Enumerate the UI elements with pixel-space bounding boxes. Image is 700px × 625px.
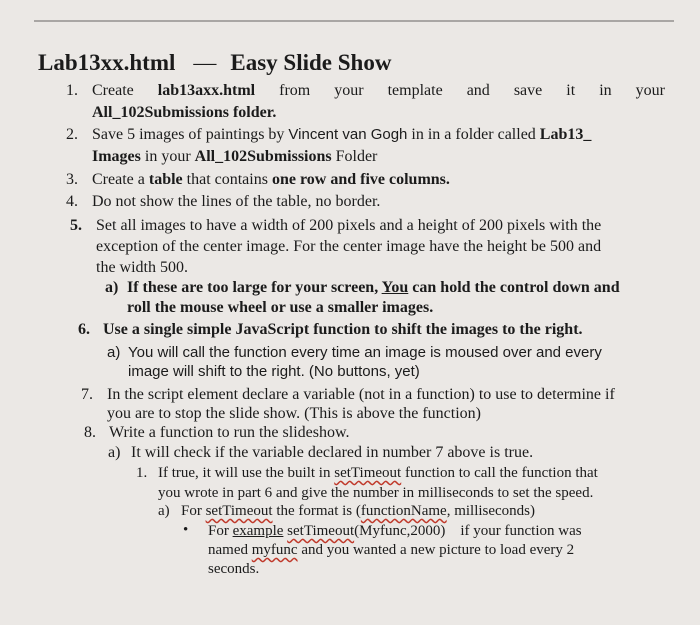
item-7-number: 7. xyxy=(81,386,93,403)
item-5a-part: can hold the control down and xyxy=(408,279,620,296)
item-6-number: 6. xyxy=(78,321,90,338)
bullet-line-1 xyxy=(208,522,582,540)
item-8-number: 8. xyxy=(84,424,96,441)
bullet-settimeout: setTimeout xyxy=(287,523,355,539)
item-8a-label: a) xyxy=(108,444,121,461)
item-5a-line-1 xyxy=(127,279,620,297)
item-8a1a-functionname: functionName xyxy=(360,503,447,519)
item-1-word: from xyxy=(279,82,311,99)
item-2-folder: Lab13_ xyxy=(539,126,592,143)
item-8a1-line-1 xyxy=(158,464,598,482)
item-1-line-1 xyxy=(92,82,665,100)
bullet-part: and you wanted a new picture to load every 2 xyxy=(297,542,575,558)
title-filename: Lab13xx.html xyxy=(38,50,176,75)
item-8a1a-settimeout: setTimeout xyxy=(205,503,273,519)
item-2-text: Save 5 images of paintings by xyxy=(92,126,289,143)
item-7-line-2: you are to stop the slide show. (This is above the function) xyxy=(107,405,481,422)
item-8a1a-part: For xyxy=(181,503,206,519)
item-8a1-line-2: you wrote in part 6 and give the number in milliseconds to set the speed. xyxy=(158,485,594,501)
item-8a1a-label: a) xyxy=(158,503,170,519)
item-2-text: Folder xyxy=(331,148,378,165)
item-6a-line-2: image will shift to the right. (No buttons, yet) xyxy=(128,363,420,380)
item-3-table: table xyxy=(148,171,183,188)
item-1-word: in xyxy=(599,82,612,99)
item-8a1-settimeout: setTimeout xyxy=(334,465,402,481)
item-2-text: in in a folder called xyxy=(407,126,540,143)
item-8a1-part: If true, it will use the built in xyxy=(158,465,335,481)
item-8a1-number: 1. xyxy=(136,465,148,481)
item-1-word: Create xyxy=(92,82,134,99)
page-title xyxy=(38,50,391,76)
item-6a-label: a) xyxy=(107,344,121,361)
title-dash: — xyxy=(193,50,217,75)
item-2-number: 2. xyxy=(66,126,78,143)
item-8a1a-part: , milliseconds) xyxy=(446,503,536,519)
item-4-text: Do not show the lines of the table, no border. xyxy=(92,193,381,210)
item-3-number: 3. xyxy=(66,171,78,188)
item-1-word: and xyxy=(466,82,490,99)
item-5-line-2: exception of the center image. For the center image have the height be 500 and xyxy=(96,238,602,255)
item-1-word: your xyxy=(334,82,364,99)
item-4-number: 4. xyxy=(66,193,78,210)
item-1-line-2: All_102Submissions folder. xyxy=(92,104,277,121)
item-1-number: 1. xyxy=(66,82,78,99)
item-5-line-3: the width 500. xyxy=(96,259,188,276)
item-8a-text: It will check if the variable declared in number 7 above is true. xyxy=(131,444,534,461)
item-6a-line-1: You will call the function every time an image is moused over and every xyxy=(128,344,602,361)
item-6-text: Use a single simple JavaScript function to shift the images to the right. xyxy=(103,321,583,338)
bullet-line-2 xyxy=(208,541,574,559)
item-3-text xyxy=(92,171,450,189)
top-rule xyxy=(34,20,674,22)
item-5-number: 5. xyxy=(70,217,82,234)
item-5-line-1: Set all images to have a width of 200 pixels and a height of 200 pixels with the xyxy=(96,217,602,234)
item-5a-part: If these are too large for your screen, xyxy=(127,279,382,296)
item-8a1a-text xyxy=(181,502,535,520)
item-3-part: that contains xyxy=(182,171,272,188)
item-8-text: Write a function to run the slideshow. xyxy=(109,424,350,441)
item-8a1a-part: the format is ( xyxy=(272,503,361,519)
bullet-part: (Myfunc,2000) if your function was xyxy=(354,523,582,539)
item-2-artist: Vincent van Gogh xyxy=(288,126,408,143)
bullet-line-3: seconds. xyxy=(208,561,260,577)
item-2-text: in your xyxy=(140,148,195,165)
bullet-icon: • xyxy=(183,522,189,538)
item-3-rows-cols: one row and five columns. xyxy=(271,171,450,188)
title-subtitle: Easy Slide Show xyxy=(230,50,392,75)
item-8a1-part: function to call the function that xyxy=(401,465,598,481)
item-1-word: template xyxy=(387,82,443,99)
item-2-line-2 xyxy=(92,148,377,166)
bullet-example: example xyxy=(232,523,284,539)
item-5a-line-2: roll the mouse wheel or use a smaller images. xyxy=(127,299,434,316)
item-1-word: your xyxy=(635,82,665,99)
item-1-word: it xyxy=(566,82,576,99)
item-3-part: Create a xyxy=(92,171,149,188)
bullet-part: named xyxy=(208,542,252,558)
item-2-line-1 xyxy=(92,126,591,144)
item-5a-label: a) xyxy=(105,279,119,296)
bullet-part: For xyxy=(208,523,233,539)
item-5a-you: You xyxy=(381,279,409,296)
item-1-word: save xyxy=(513,82,543,99)
item-2-folder-cont: Images xyxy=(92,148,141,165)
item-2-submissions: All_102Submissions xyxy=(194,148,332,165)
bullet-myfunc: myfunc xyxy=(251,542,298,558)
item-7-line-1: In the script element declare a variable (not in a function) to use to determine if xyxy=(107,386,615,403)
item-1-filename: lab13axx.html xyxy=(157,82,256,99)
